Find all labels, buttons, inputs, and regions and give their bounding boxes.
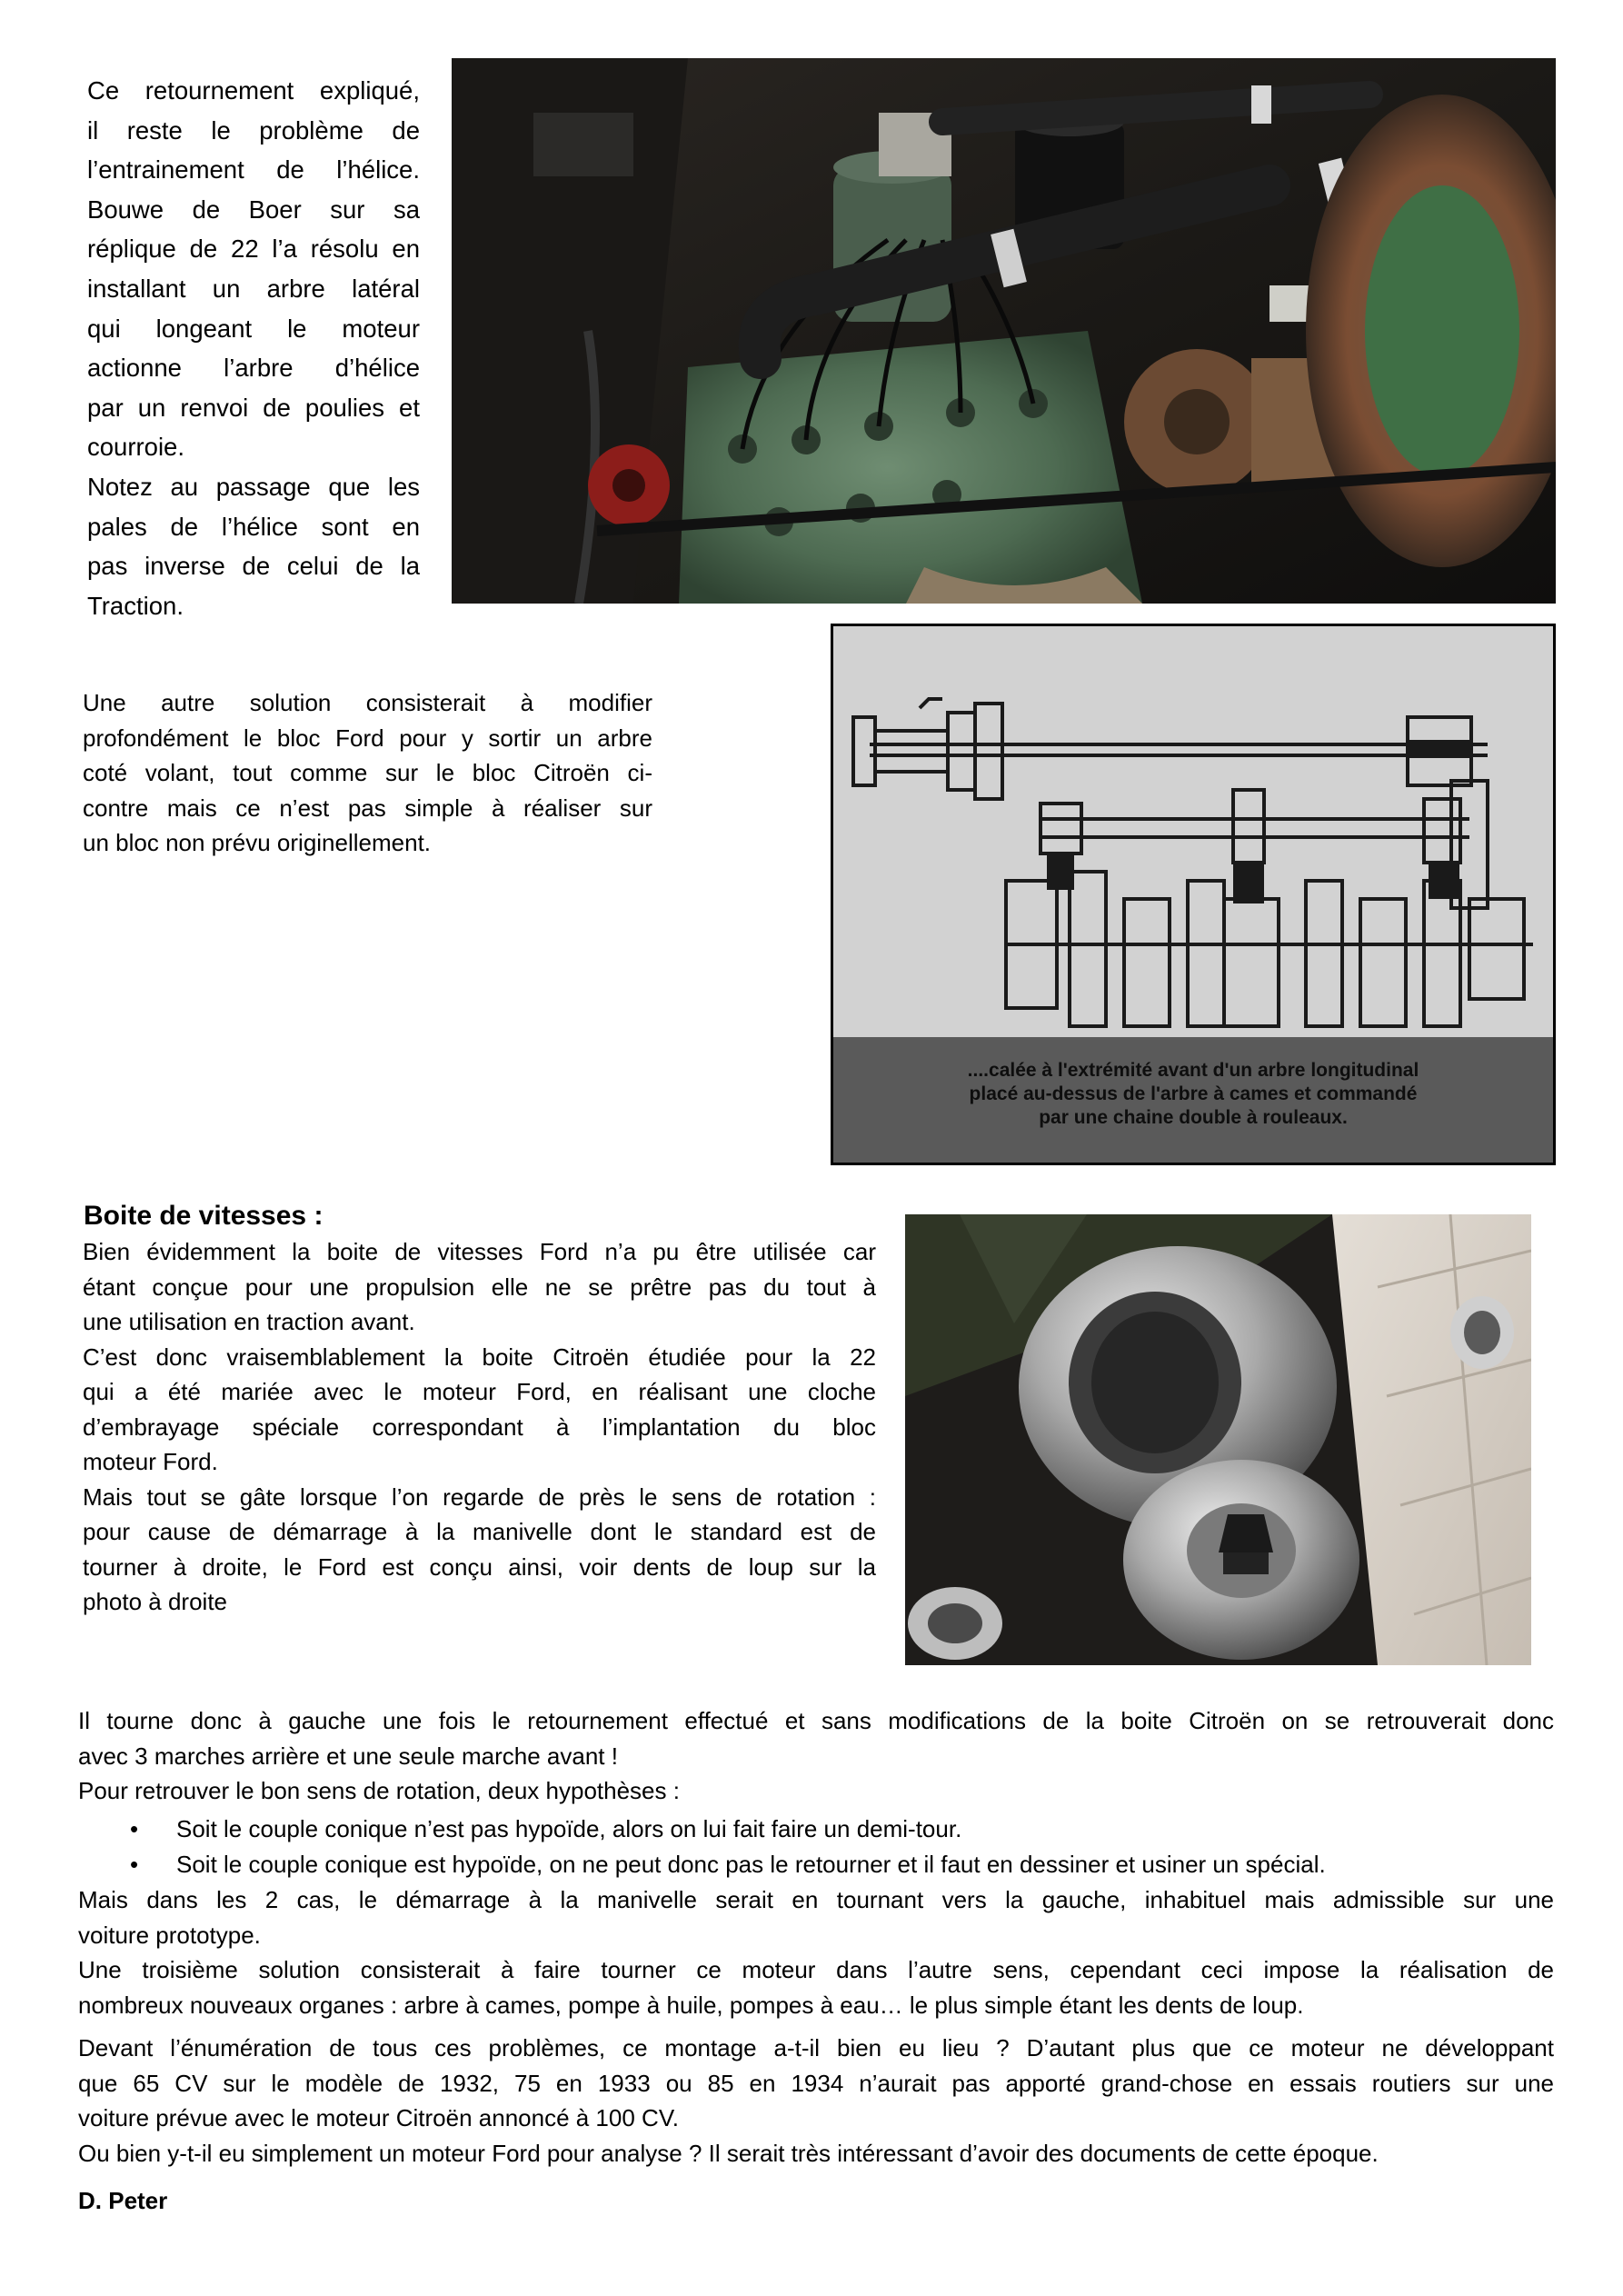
conclusion-line: Mais dans les 2 cas, le démarrage à la manivelle serait en tournant vers la gauche, inhabituel mais admissible sur une <box>78 1886 1554 1913</box>
gearbox-line: tourner à droite, le Ford est conçu ainsi, voir dents de loup sur la <box>83 1552 876 1581</box>
gearbox-paragraph <box>83 1234 876 1620</box>
conclusion-p2 <box>78 1882 1554 2022</box>
author-signature: D. Peter <box>78 2187 168 2214</box>
diagram-caption <box>833 1059 1553 1130</box>
intro-line: par un renvoi de poulies et <box>87 393 420 422</box>
gearbox-line: une utilisation en traction avant. <box>83 1308 415 1335</box>
gearbox-line: d’embrayage spéciale correspondant à l’implantation du bloc <box>83 1413 876 1441</box>
conclusion-line: Une troisième solution consisterait à faire tourner ce moteur dans l’autre sens, cependant ceci impose la réalisation de <box>78 1956 1554 1983</box>
conclusion-line: Devant l’énumération de tous ces problèmes, ce montage a-t-il bien eu lieu ? D’autant plus que ce moteur ne développant <box>78 2034 1554 2061</box>
gearbox-line: pour cause de démarrage à la manivelle dont le standard est de <box>83 1518 876 1545</box>
intro-line: Bouwe de Boer sur sa <box>87 195 420 224</box>
solution2-line: Une autre solution consisterait à modifier <box>83 689 652 716</box>
intro-line: qui longeant le moteur <box>87 314 420 343</box>
intro-line: Traction. <box>87 591 184 620</box>
conclusion-line: nombreux nouveaux organes : arbre à cames, pompe à huile, pompes à eau… le plus simple étant les dents de loup. <box>78 1991 1304 2019</box>
engine-bay-photo <box>452 58 1556 604</box>
solution2-line: contre mais ce n’est pas simple à réaliser sur <box>83 794 652 822</box>
bullet-marker: • <box>130 1851 139 1878</box>
intro-line: l’entrainement de l’hélice. <box>87 155 420 185</box>
gearbox-line: qui a été mariée avec le moteur Ford, en réalisant une cloche <box>83 1378 876 1405</box>
intro-line: réplique de 22 l’a résolu en <box>87 235 420 264</box>
diagram-caption-line: placé au-dessus de l'arbre à cames et commandé <box>969 1083 1418 1104</box>
diagram-caption-line: ....calée à l'extrémité avant d'un arbre longitudinal <box>967 1060 1419 1081</box>
intro-line: installant un arbre latéral <box>87 274 420 303</box>
gearbox-line: Bien évidemment la boite de vitesses Ford n’a pu être utilisée car <box>83 1238 876 1265</box>
solution2-line: coté volant, tout comme sur le bloc Citroën ci- <box>83 759 652 786</box>
intro-paragraph <box>87 71 420 625</box>
solution2-line: profondément le bloc Ford pour y sortir un arbre <box>83 724 652 752</box>
gearbox-line: photo à droite <box>83 1588 228 1615</box>
intro-line: il reste le problème de <box>87 115 420 145</box>
gearbox-line: étant conçue pour une propulsion elle ne se prêtre pas du tout à <box>83 1273 876 1301</box>
conclusion-line: voiture prévue avec le moteur Citroën annoncé à 100 CV. <box>78 2104 679 2131</box>
citroen-engine-diagram <box>831 624 1556 1165</box>
hypothesis-bullet <box>130 1847 1326 1882</box>
conclusion-line: Il tourne donc à gauche une fois le retournement effectué et sans modifications de la boite Citroën on se retrouverait donc <box>78 1707 1554 1734</box>
gearbox-line: C’est donc vraisemblablement la boite Citroën étudiée pour la 22 <box>83 1343 876 1371</box>
bullet-marker: • <box>130 1815 139 1842</box>
gearbox-line: Mais tout se gâte lorsque l’on regarde de près le sens de rotation : <box>83 1482 876 1511</box>
conclusion-line: voiture prototype. <box>78 1921 261 1949</box>
intro-line: actionne l’arbre d’hélice <box>87 354 420 383</box>
solution2-paragraph <box>83 685 652 861</box>
bullet-text: Soit le couple conique est hypoïde, on ne peut donc pas le retourner et il faut en dessiner et usiner un spécial. <box>176 1851 1326 1878</box>
gearbox-heading: Boite de vitesses : <box>84 1201 324 1231</box>
intro-line: Notez au passage que les <box>87 472 420 501</box>
intro-line: courroie. <box>87 433 184 462</box>
diagram-caption-line: par une chaine double à rouleaux. <box>1039 1107 1348 1128</box>
conclusion-line: Pour retrouver le bon sens de rotation, deux hypothèses : <box>78 1777 680 1804</box>
gearbox-line: moteur Ford. <box>83 1448 218 1475</box>
conclusion-line: Ou bien y-t-il eu simplement un moteur Ford pour analyse ? Il serait très intéressant d’avoir des documents de cette époque. <box>78 2139 1379 2167</box>
bullet-text: Soit le couple conique n’est pas hypoïde, alors on lui fait faire un demi-tour. <box>176 1815 962 1842</box>
conclusion-p3 <box>78 2031 1554 2171</box>
conclusion-p1 <box>78 1703 1554 1809</box>
conclusion-line: avec 3 marches arrière et une seule marche avant ! <box>78 1742 618 1770</box>
hypothesis-bullet <box>130 1812 961 1847</box>
gearbox-photo <box>905 1214 1531 1665</box>
solution2-line: un bloc non prévu originellement. <box>83 829 432 856</box>
intro-line: pales de l’hélice sont en <box>87 512 420 541</box>
conclusion-line: que 65 CV sur le modèle de 1932, 75 en 1933 ou 85 en 1934 n’aurait pas apporté grand-chose en essais routiers sur une <box>78 2069 1554 2097</box>
intro-line: Ce retournement expliqué, <box>87 76 420 105</box>
intro-line: pas inverse de celui de la <box>87 552 420 581</box>
diagram-caption-band <box>833 1037 1553 1163</box>
